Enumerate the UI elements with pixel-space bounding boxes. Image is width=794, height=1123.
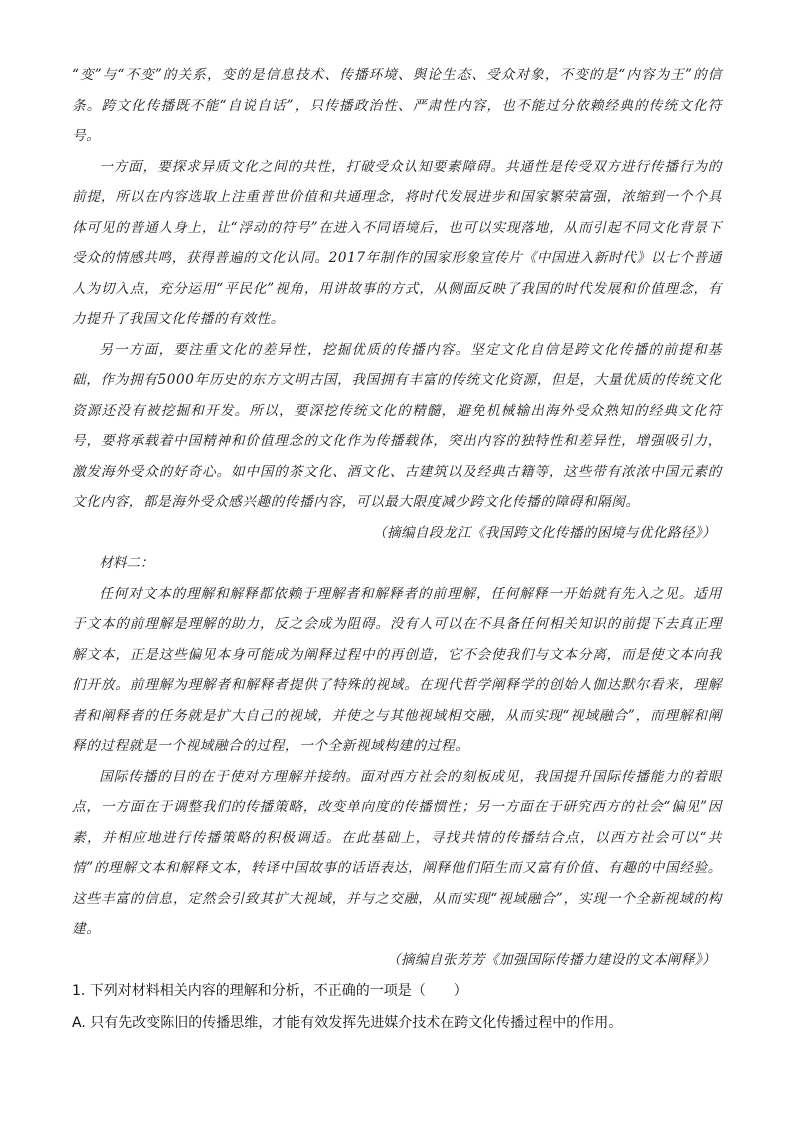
material1-paragraph-0: “变”与“不变”的关系，变的是信息技术、传播环境、舆论生态、受众对象，不变的是“内容为王”的信条。跨文化传播既不能“自说自话”，只传播政治性、严肃性内容，也不能过分依赖经典的传统文化符号。	[72, 67, 722, 144]
material1-source: （摘编自段龙江《我国跨文化传播的困境与优化路径》）	[372, 524, 716, 541]
question-stem: 1. 下列对材料相关内容的理解和分析，不正确的一项是（ ）	[72, 983, 468, 999]
material2-source: （摘编自张芳芳《加强国际传播力建设的文本阐释》）	[386, 951, 716, 968]
material2-paragraph-1: 任何对文本的理解和解释都依赖于理解者和解释者的前理解，任何解释一开始就有先入之见。适用于文本的前理解是理解的助力，反之会成为阻碍。没有人可以在不具备任何相关知识的前提下去真正理解文本，正是这些偏见本身可能成为阐释过程中的再创造，它不会使我们与文本分离，而是使文本向我们开放。前理解为理解者和解释者提供了特殊的视域。在现代哲学阐释学的创始人伽达默尔看来，理解者和阐释者的任务就是扩大自己的视域，并使之与其他视域相交融，从而实现“视域融合”，而理解和阐释的过程就是一个视域融合的过程，一个全新视域构建的过程。	[72, 585, 722, 754]
material2-label: 材料二：	[99, 555, 154, 571]
material2-paragraph-2: 国际传播的目的在于使对方理解并接纳。面对西方社会的刻板成见，我国提升国际传播能力的着眼点，一方面在于调整我们的传播策略，改变单向度的传播惯性；另一方面在于研究西方的社会“偏见”因素，并相应地进行传播策略的积极调适。在此基础上，寻找共情的传播结合点，以西方社会可以“共情”的理解文本和解释文本，转译中国故事的话语表达，阐释他们陌生而又富有价值、有趣的中国经验。这些丰富的信息，定然会引致其扩大视域，并与之交融，从而实现“视域融合”，实现一个全新视域的构建。	[72, 768, 722, 937]
question-option-a: A. 只有先改变陈旧的传播思维，才能有效发挥先进媒介技术在跨文化传播过程中的作用。	[72, 1015, 623, 1031]
material1-paragraph-1: 一方面，要探求异质文化之间的共性，打破受众认知要素障碍。共通性是传受双方进行传播行为的前提，所以在内容选取上注重普世价值和共通理念，将时代发展进步和国家繁荣富强，浓缩到一个个具体可见的普通人身上，让“浮动的符号”在进入不同语境后，也可以实现落地，从而引起不同文化背景下受众的情感共鸣，获得普遍的文化认同。2017年制作的国家形象宣传片《中国进入新时代》以七个普通人为切入点，充分运用“平民化”视角，用讲故事的方式，从侧面反映了我国的时代发展和价值理念，有力提升了我国文化传播的有效性。	[72, 158, 722, 327]
material1-paragraph-2: 另一方面，要注重文化的差异性，挖掘优质的传播内容。坚定文化自信是跨文化传播的前提和基础，作为拥有5000年历史的东方文明古国，我国拥有丰富的传统文化资源，但是，大量优质的传统文化资源还没有被挖掘和开发。所以，要深挖传统文化的精髓，避免机械输出海外受众熟知的经典文化符号，要将承载着中国精神和价值理念的文化作为传播载体，突出内容的独特性和差异性，增强吸引力，激发海外受众的好奇心。如中国的茶文化、酒文化、古建筑以及经典古籍等，这些带有浓浓中国元素的文化内容，都是海外受众感兴趣的传播内容，可以最大限度减少跨文化传播的障碍和隔阂。	[72, 341, 722, 510]
